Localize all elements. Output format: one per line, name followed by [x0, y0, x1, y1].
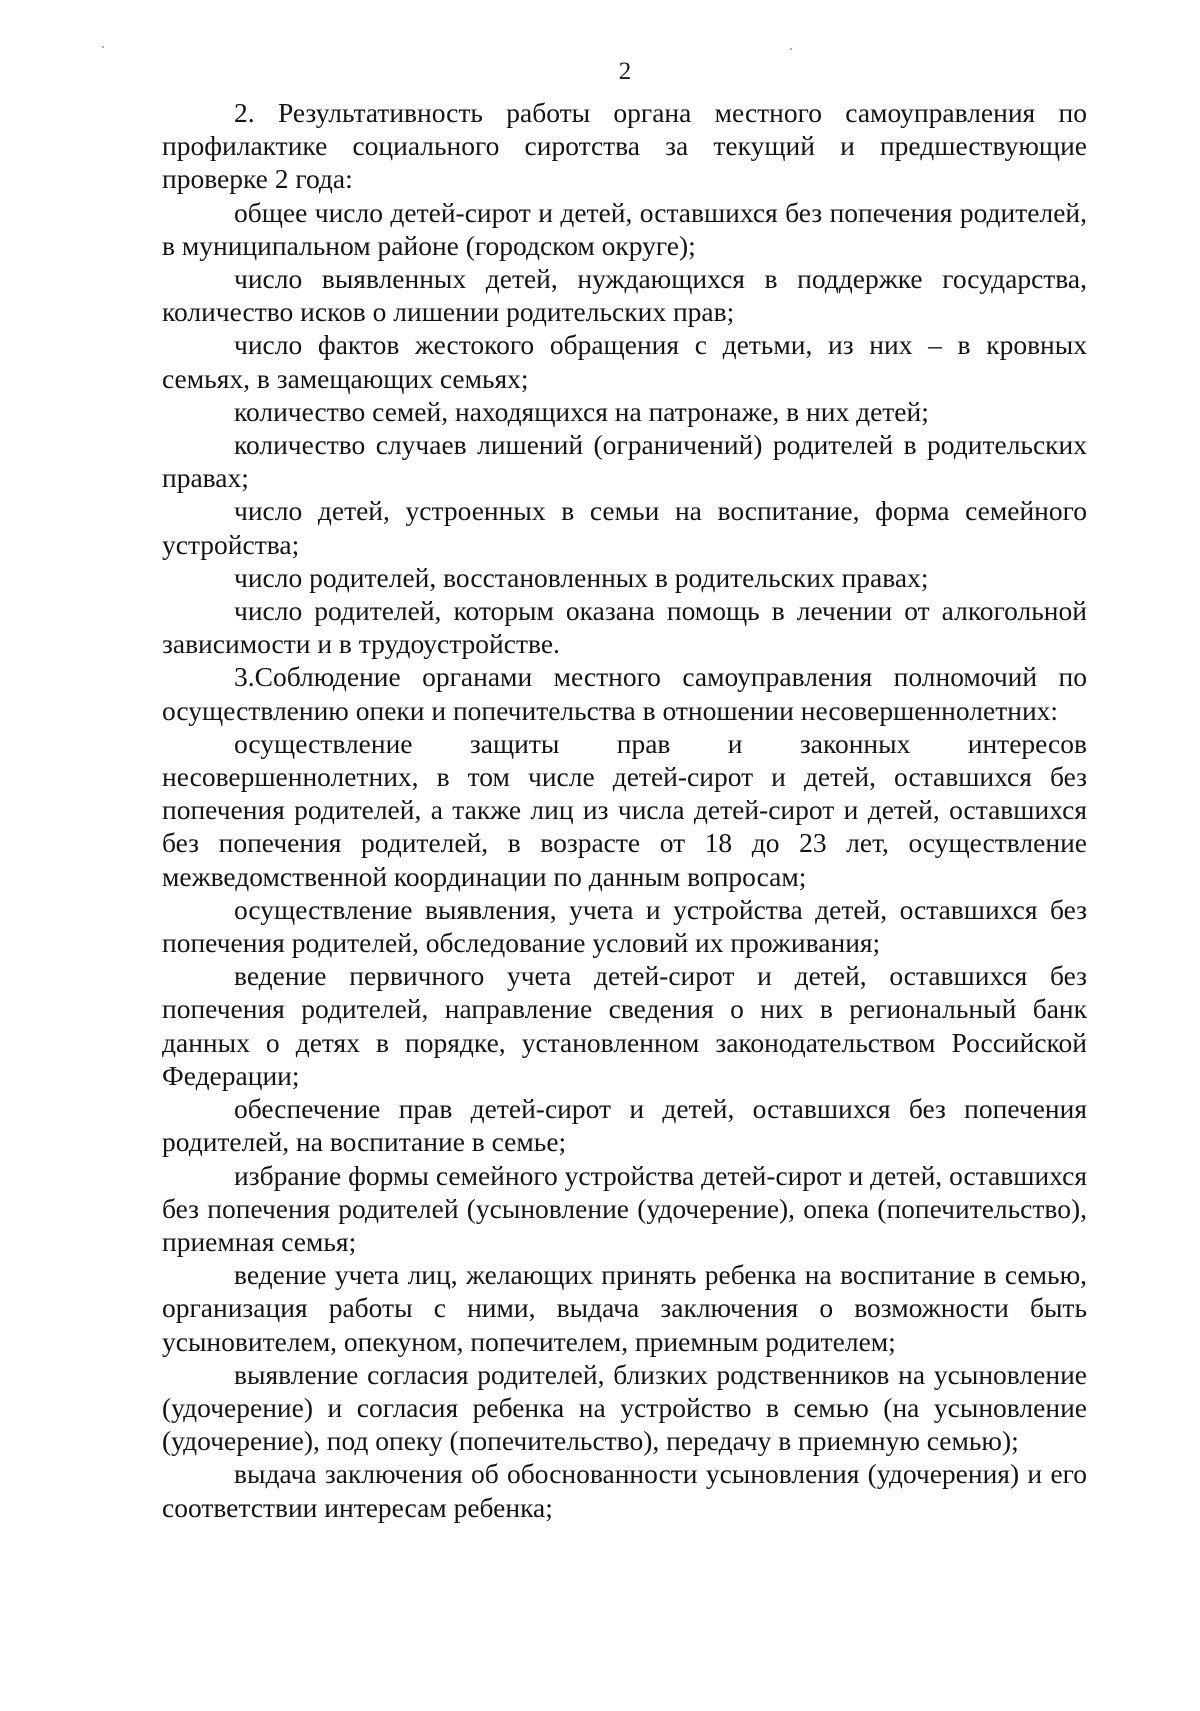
paragraph: 2. Результативность работы органа местного самоуправления по профилактике социального сиротства за текущий и предшествующие проверке 2 года: [162, 97, 1087, 195]
paragraph: выявление согласия родителей, близких родственников на усыновление (удочерение) и согласия ребенка на устройство в семью (на усыновление (удочерение), под опеку (попечительство), передачу в приемную семью); [162, 1358, 1087, 1457]
scan-speck [790, 48, 792, 50]
paragraph: число выявленных детей, нуждающихся в поддержке государства, количество исков о лишении родительских прав; [162, 263, 1087, 328]
paragraph: число родителей, восстановленных в родительских правах; [234, 561, 929, 593]
paragraph: число родителей, которым оказана помощь в лечении от алкогольной зависимости и в трудоустройстве. [162, 595, 1087, 660]
paragraph: осуществление защиты прав и законных интересов несовершеннолетних, в том числе детей-сирот и детей, оставшихся без попечения родителей, а также лиц из числа детей-сирот и детей, оставшихся без попечения родителей, в возрасте от 18 до 23 лет, осуществление межведомственной координации по данным вопросам; [162, 727, 1087, 892]
page-number: 2 [618, 58, 632, 85]
paragraph: число фактов жестокого обращения с детьми, из них – в кровных семьях, в замещающих семьях; [162, 329, 1087, 394]
paragraph: выдача заключения об обоснованности усыновления (удочерения) и его соответствии интересам ребенка; [162, 1458, 1087, 1523]
paragraph: 3.Соблюдение органами местного самоуправления полномочий по осуществлению опеки и попечительства в отношении несовершеннолетних: [162, 661, 1087, 726]
document-body [162, 96, 1087, 1524]
paragraph: количество семей, находящихся на патронаже, в них детей; [234, 395, 929, 427]
paragraph: общее число детей-сирот и детей, оставшихся без попечения родителей, в муниципальном районе (городском округе); [162, 196, 1087, 261]
paragraph: число детей, устроенных в семьи на воспитание, форма семейного устройства; [162, 495, 1087, 560]
paragraph: количество случаев лишений (ограничений) родителей в родительских правах; [162, 429, 1087, 494]
paragraph: ведение учета лиц, желающих принять ребенка на воспитание в семью, организация работы с ними, выдача заключения о возможности быть усыновителем, опекуном, попечителем, приемным родителем; [162, 1259, 1087, 1357]
paragraph: избрание формы семейного устройства детей-сирот и детей, оставшихся без попечения родителей (усыновление (удочерение), опека (попечительство), приемная семья; [162, 1159, 1087, 1257]
paragraph: осуществление выявления, учета и устройства детей, оставшихся без попечения родителей, обследование условий их проживания; [162, 893, 1087, 959]
scan-speck [102, 46, 104, 48]
paragraph: обеспечение прав детей-сирот и детей, оставшихся без попечения родителей, на воспитание в семье; [162, 1093, 1087, 1158]
paragraph: ведение первичного учета детей-сирот и детей, оставшихся без попечения родителей, направление сведения о них в региональный банк данных о детях в порядке, установленном законодательством Российской Федерации; [162, 960, 1087, 1091]
